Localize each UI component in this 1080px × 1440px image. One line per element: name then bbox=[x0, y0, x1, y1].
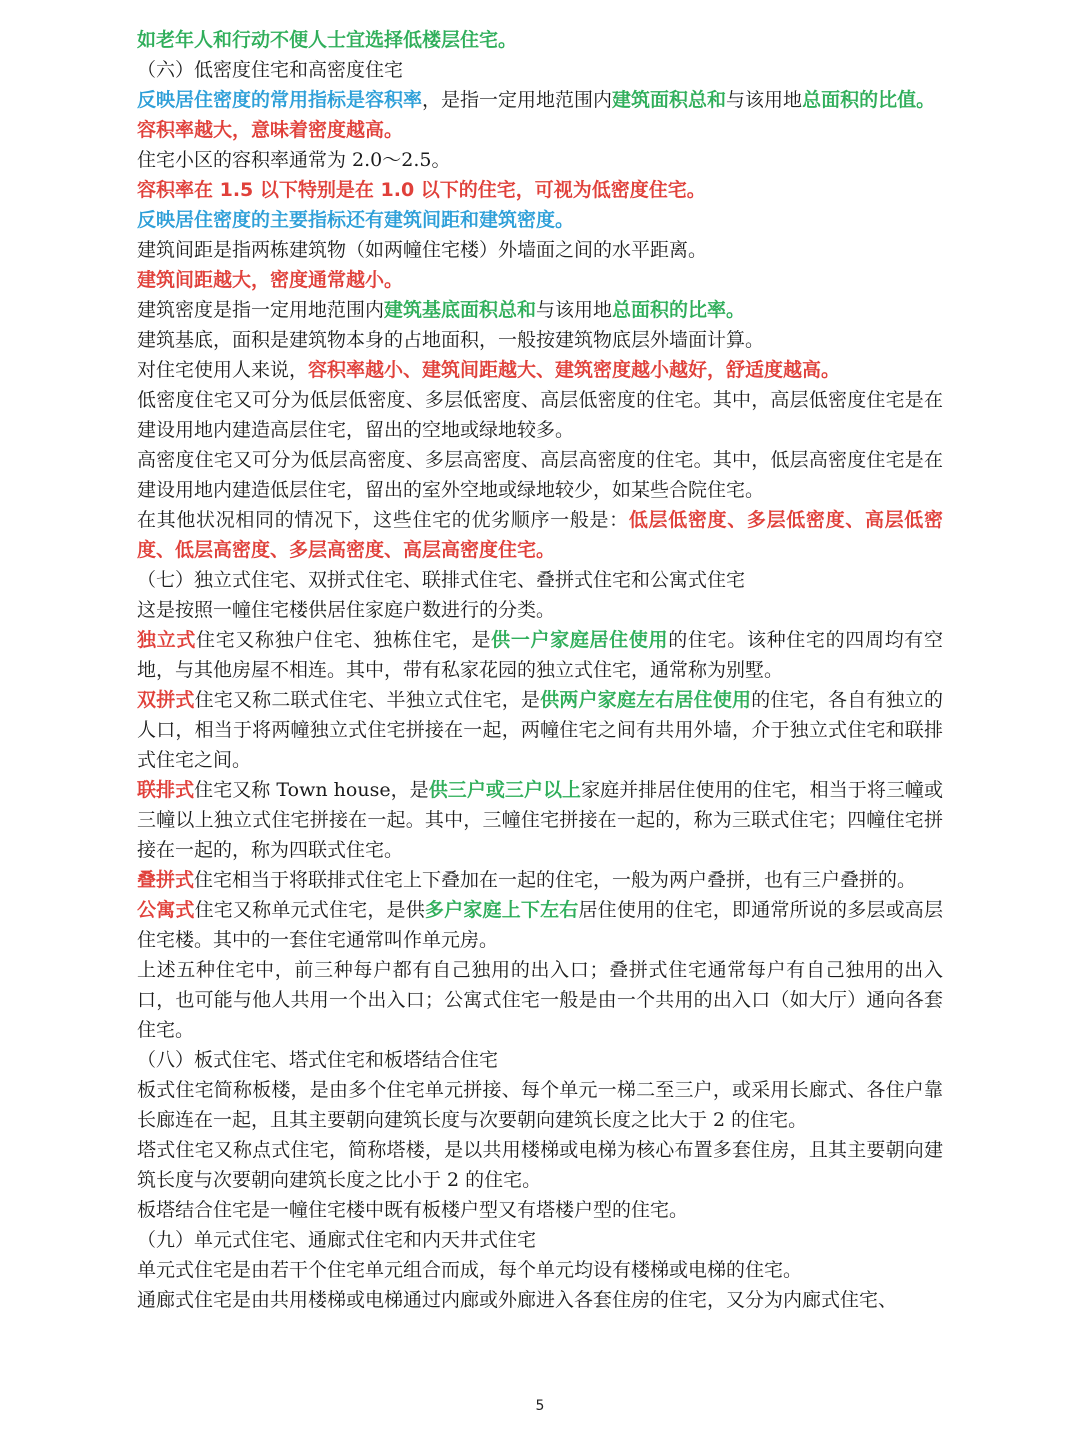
document-body bbox=[137, 25, 943, 1315]
highlighted-text: 联排式 bbox=[137, 779, 195, 801]
paragraph bbox=[137, 325, 943, 355]
text-run: 住宅相当于将联排式住宅上下叠加在一起的住宅，一般为两户叠拼，也有三户叠拼的。 bbox=[194, 869, 917, 891]
text-run: 住宅又称单元式住宅，是供 bbox=[194, 899, 425, 921]
paragraph bbox=[137, 775, 943, 865]
text-run: 住宅又称 Town house，是 bbox=[194, 779, 429, 801]
highlighted-text: 供两户家庭左右居住使用 bbox=[540, 689, 752, 711]
text-run: ，是指一定用地范围内 bbox=[422, 89, 613, 111]
paragraph bbox=[137, 895, 943, 955]
text-run: 这是按照一幢住宅楼供居住家庭户数进行的分类。 bbox=[137, 599, 556, 621]
highlighted-text: 如老年人和行动不便人士宜选择低楼层住宅。 bbox=[137, 29, 518, 51]
text-run: 建筑间距是指两栋建筑物（如两幢住宅楼）外墙面之间的水平距离。 bbox=[137, 239, 708, 261]
paragraph bbox=[137, 145, 943, 175]
paragraph bbox=[137, 445, 943, 505]
highlighted-text: 独立式 bbox=[137, 629, 197, 651]
text-run: 家庭并排居住使用的住宅，相当于将三幢或三幢以上独立式住宅拼接在一起。其中，三幢住宅拼接在一起的，称为三联式住宅；四幢住宅拼接在一起的，称为四联式住宅。 bbox=[137, 779, 943, 861]
text-run: 单元式住宅是由若干个住宅单元组合而成，每个单元均设有楼梯或电梯的住宅。 bbox=[137, 1259, 803, 1281]
paragraph bbox=[137, 685, 943, 775]
highlighted-text: 建筑面积总和 bbox=[612, 89, 727, 111]
paragraph bbox=[137, 235, 943, 265]
paragraph bbox=[137, 175, 943, 205]
paragraph bbox=[137, 1075, 943, 1135]
highlighted-text: 多户家庭上下左右 bbox=[424, 899, 579, 921]
text-run: 通廊式住宅是由共用楼梯或电梯通过内廊或外廊进入各套住房的住宅，又分为内廊式住宅、 bbox=[137, 1289, 898, 1311]
paragraph bbox=[137, 865, 943, 895]
highlighted-text: 双拼式 bbox=[137, 689, 195, 711]
text-run: 低密度住宅又可分为低层低密度、多层低密度、高层低密度的住宅。其中，高层低密度住宅是在建设用地内建造高层住宅，留出的空地或绿地较多。 bbox=[137, 389, 943, 441]
text-run: 的住宅，各自有独立的人口，相当于将两幢独立式住宅拼接在一起，两幢住宅之间有共用外墙，介于独立式住宅和联排式住宅之间。 bbox=[137, 689, 943, 771]
paragraph bbox=[137, 295, 943, 325]
highlighted-text: 容积率越小、建筑间距越大、建筑密度越小越好，舒适度越高。 bbox=[308, 359, 841, 381]
paragraph bbox=[137, 1135, 943, 1195]
paragraph bbox=[137, 1285, 943, 1315]
paragraph bbox=[137, 265, 943, 295]
text-run: 板式住宅简称板楼，是由多个住宅单元拼接、每个单元一梯二至三户，或采用长廊式、各住户靠长廊连在一起，且其主要朝向建筑长度与次要朝向建筑长度之比大于 2 的住宅。 bbox=[137, 1079, 943, 1131]
highlighted-text: 叠拼式 bbox=[137, 869, 195, 891]
paragraph bbox=[137, 205, 943, 235]
highlighted-text: 建筑间距越大，密度通常越小。 bbox=[137, 269, 404, 291]
text-run: 与该用地 bbox=[726, 89, 803, 111]
text-run: 建筑密度是指一定用地范围内 bbox=[137, 299, 385, 321]
text-run: 板塔结合住宅是一幢住宅楼中既有板楼户型又有塔楼户型的住宅。 bbox=[137, 1199, 689, 1221]
paragraph bbox=[137, 625, 943, 685]
highlighted-text: 供三户或三户以上 bbox=[428, 779, 582, 801]
text-run: （七）独立式住宅、双拼式住宅、联排式住宅、叠拼式住宅和公寓式住宅 bbox=[137, 569, 746, 591]
text-run: 的住宅。该种住宅的四周均有空地，与其他房屋不相连。其中，带有私家花园的独立式住宅，通常称为别墅。 bbox=[137, 629, 943, 681]
text-run: （六）低密度住宅和高密度住宅 bbox=[137, 59, 404, 81]
text-run: 与该用地 bbox=[536, 299, 613, 321]
paragraph bbox=[137, 85, 943, 115]
text-run: （八）板式住宅、塔式住宅和板塔结合住宅 bbox=[137, 1049, 499, 1071]
text-run: 塔式住宅又称点式住宅，简称塔楼，是以共用楼梯或电梯为核心布置多套住房，且其主要朝向建筑长度与次要朝向建筑长度之比小于 2 的住宅。 bbox=[137, 1139, 943, 1191]
text-run: 居住使用的住宅，即通常所说的多层或高层住宅楼。其中的一套住宅通常叫作单元房。 bbox=[137, 899, 943, 951]
paragraph bbox=[137, 505, 943, 565]
highlighted-text: 反映居住密度的常用指标是容积率 bbox=[137, 89, 423, 111]
highlighted-text: 供一户家庭居住使用 bbox=[491, 629, 669, 651]
paragraph bbox=[137, 595, 943, 625]
paragraph bbox=[137, 565, 943, 595]
paragraph bbox=[137, 385, 943, 445]
paragraph bbox=[137, 1045, 943, 1075]
highlighted-text: 反映居住密度的主要指标还有建筑间距和建筑密度。 bbox=[137, 209, 575, 231]
paragraph bbox=[137, 1225, 943, 1255]
highlighted-text: 容积率越大，意味着密度越高。 bbox=[137, 119, 404, 141]
highlighted-text: 容积率在 1.5 以下特别是在 1.0 以下的住宅，可视为低密度住宅。 bbox=[137, 179, 706, 201]
paragraph bbox=[137, 55, 943, 85]
text-run: （九）单元式住宅、通廊式住宅和内天井式住宅 bbox=[137, 1229, 537, 1251]
page-number: 5 bbox=[535, 1398, 545, 1414]
text-run: 高密度住宅又可分为低层高密度、多层高密度、高层高密度的住宅。其中，低层高密度住宅是在建设用地内建造低层住宅，留出的室外空地或绿地较少，如某些合院住宅。 bbox=[137, 449, 943, 501]
highlighted-text: 公寓式 bbox=[137, 899, 195, 921]
paragraph bbox=[137, 955, 943, 1045]
highlighted-text: 总面积的比值。 bbox=[802, 89, 936, 111]
highlighted-text: 建筑基底面积总和 bbox=[384, 299, 537, 321]
highlighted-text: 低层低密度、多层低密度、高层低密度、低层高密度、多层高密度、高层高密度住宅。 bbox=[137, 509, 943, 561]
highlighted-text: 总面积的比率。 bbox=[612, 299, 746, 321]
paragraph bbox=[137, 115, 943, 145]
text-run: 住宅小区的容积率通常为 2.0～2.5。 bbox=[137, 149, 451, 171]
text-run: 对住宅使用人来说， bbox=[137, 359, 309, 381]
text-run: 上述五种住宅中，前三种每户都有自己独用的出入口；叠拼式住宅通常每户有自己独用的出入口，也可能与他人共用一个出入口；公寓式住宅一般是由一个共用的出入口（如大厅）通向各套住宅。 bbox=[137, 959, 943, 1041]
paragraph bbox=[137, 1255, 943, 1285]
text-run: 在其他状况相同的情况下，这些住宅的优劣顺序一般是： bbox=[137, 509, 629, 531]
text-run: 建筑基底，面积是建筑物本身的占地面积，一般按建筑物底层外墙面计算。 bbox=[137, 329, 765, 351]
paragraph bbox=[137, 25, 943, 55]
text-run: 住宅又称二联式住宅、半独立式住宅，是 bbox=[194, 689, 541, 711]
paragraph bbox=[137, 1195, 943, 1225]
paragraph bbox=[137, 355, 943, 385]
text-run: 住宅又称独户住宅、独栋住宅，是 bbox=[196, 629, 492, 651]
